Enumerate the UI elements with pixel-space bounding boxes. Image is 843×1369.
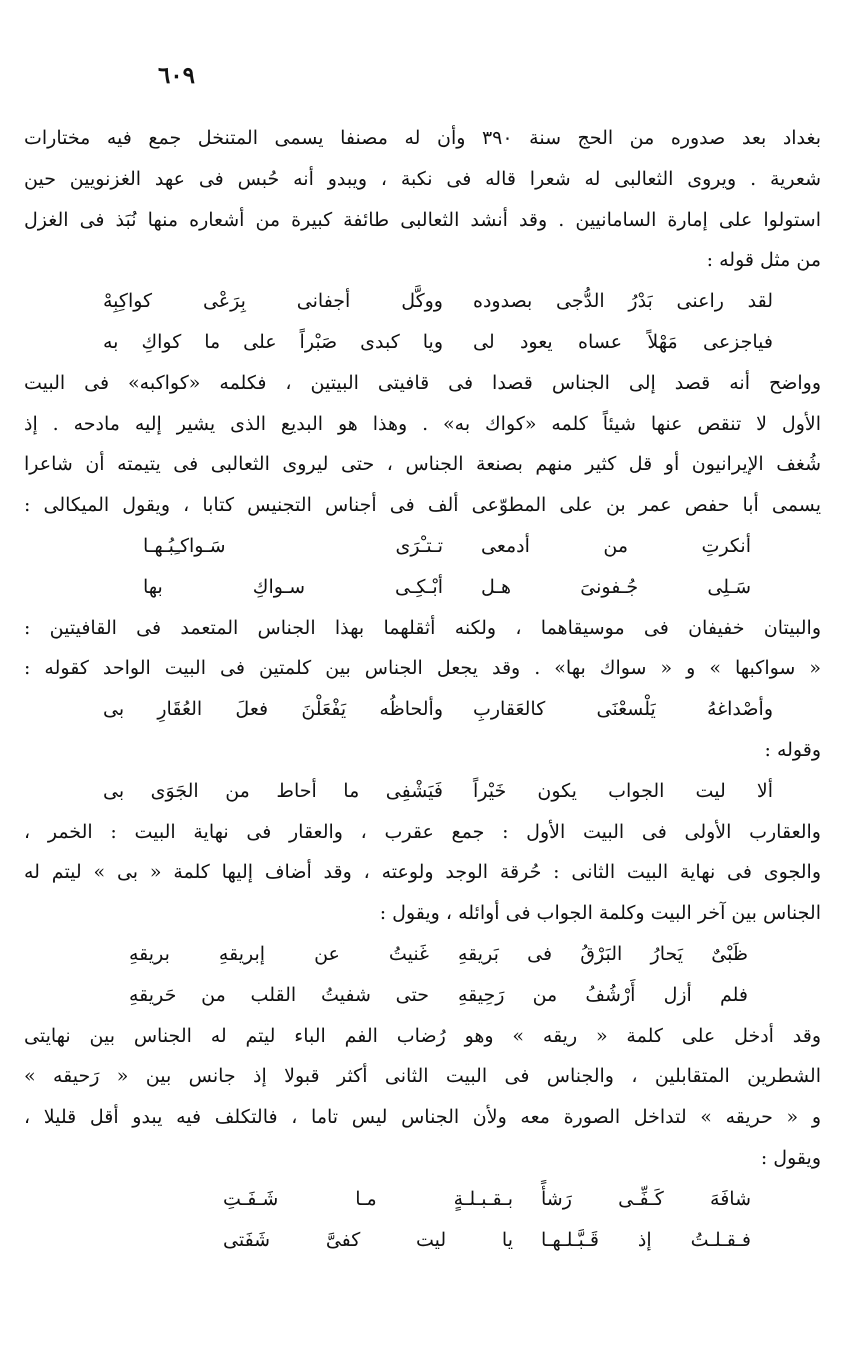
verse-first-hemistich: فلم أزل أَرْشُفُ من رَحِيقهِ <box>458 983 748 1006</box>
text-line: الشطرين المتقابلين ، والجناس فى البيت الثانى أكثر قبولا إذ جانس بين « رَحيقه » <box>24 1065 821 1088</box>
verse-second-hemistich: وألحاظُه يَفْعَلْنَ فعلَ العُقَارِ بى <box>103 698 443 721</box>
verse-line <box>0 281 843 322</box>
verse-first-hemistich: وأصْداغهُ يَلْسعْنَى كالعَقاربِ <box>473 698 773 721</box>
verse-first-hemistich: سَـلِى جُـفونىَ هـل <box>481 575 751 598</box>
text-line: شُغف الإيرانيون أو قل كثير منهم بصنعة الجناس ، حتى ليروى الثعالبى فى يتيمته أن شاعرا <box>24 453 821 476</box>
verse-second-hemistich: فَيَشْفِى ما أحاط من الجَوَى بى <box>103 779 443 802</box>
text-line: « سواكبها » و « سواك بها» . وقد يجعل الجناس بين كلمتين فى البيت الواحد كقوله : <box>24 657 821 680</box>
text-line: ويقول : <box>760 1146 821 1169</box>
text-line: وقد أدخل على كلمة « ريقه » وهو رُضاب الفم الباء ليتم له الجناس بين نهايتى <box>24 1024 821 1047</box>
text-line: من مثل قوله : <box>706 249 821 272</box>
verse-second-hemistich: أبْـكِـى سـواكِ بها <box>143 575 443 598</box>
text-line: الجناس بين آخر البيت وكلمة الجواب فى أوائله ، ويقول : <box>379 902 821 925</box>
verse-line <box>0 771 843 812</box>
verse-line <box>0 322 843 363</box>
text-line: وواضح أنه قصد إلى الجناس قصدا فى قافيتى البيتين ، فكلمه «كواكبه» فى البيت <box>24 371 821 394</box>
verse-second-hemistich: حتى شفيتُ القلب من حَريقهِ <box>129 983 429 1006</box>
verse-line <box>0 526 843 567</box>
verse-line <box>0 1179 843 1220</box>
text-line: و « حريقه » لتداخل الصورة معه ولأن الجناس ليس تاما ، فالتكلف فيه يبدو أقل قليلا ، <box>24 1106 821 1129</box>
text-line: والجوى فى نهاية البيت الثانى : حُرقة الوجد ولوعته ، وقد أضاف إليها كلمة « بى » ليتم له <box>24 861 821 884</box>
verse-second-hemistich: ووكَّل أجفانى بِرَعْى كواكِبِهْ <box>103 290 443 313</box>
text-line: والبيتان خفيفان فى موسيقاهما ، ولكنه أثقلهما بهذا الجناس المتعمد فى القافيتين : <box>24 616 821 639</box>
verse-first-hemistich: ألا ليت الجواب يكون خَيْراً <box>473 779 773 802</box>
verse-first-hemistich: أنكرتِ من أدمعى <box>481 534 751 557</box>
text-line: يسمى أبا حفص عمر بن على المطوّعى ألف فى أجناس التجنيس كتابا ، ويقول الميكالى : <box>24 494 821 517</box>
verse-line <box>0 567 843 608</box>
page-body <box>0 118 843 1260</box>
verse-line <box>0 689 843 730</box>
text-line: والعقارب الأولى فى البيت الأول : جمع عقرب ، والعقار فى نهاية البيت : الخمر ، <box>24 820 821 843</box>
verse-second-hemistich: تـتـْرَى سَـواكـِبُـهـا <box>143 534 443 557</box>
text-line: بغداد بعد صدوره من الحج سنة ٣٩٠ وأن له مصنفا يسمى المتنخل جمع فيه مختارات <box>24 127 821 149</box>
text-line: استولوا على إمارة السامانيين . وقد أنشد الثعالبى طائفة كبيرة من أشعاره منها نُبَذ فى الغزل <box>24 208 821 231</box>
verse-first-hemistich: لقد راعنى بَدْرُ الدُّجى بصدوده <box>473 290 773 313</box>
verse-first-hemistich: ظَبْىٌ يَحارُ البَرْقُ فى بَريقهِ <box>458 942 748 965</box>
verse-line <box>0 975 843 1016</box>
verse-first-hemistich: فـقـلـتُ إذ قَـبَّـلـهـا <box>541 1228 751 1251</box>
verse-second-hemistich: ويا كبدى صَبْراً على ما كواكِ به <box>103 330 443 353</box>
verse-second-hemistich: يا ليت كفىَّ شَفَتى <box>223 1228 513 1251</box>
page-number: ٦٠٩ <box>157 62 195 89</box>
verse-second-hemistich: غَنيتُ عن إبريقهِ بريقهِ <box>129 942 429 965</box>
verse-line <box>0 1220 843 1261</box>
text-line: وقوله : <box>764 738 821 761</box>
verse-line <box>0 934 843 975</box>
text-line: شعرية . ويروى الثعالبى له شعرا قاله فى نكبة ، ويبدو أنه حُبس فى عهد الغزنويين حين <box>24 167 821 190</box>
verse-first-hemistich: شافَهَ كَـفِّـى رَشأً <box>541 1187 751 1210</box>
verse-second-hemistich: بـقـبـلـةٍ مـا شَـفَـتِ <box>223 1187 513 1210</box>
verse-first-hemistich: فياجزعى مَهْلاً عساه يعود لى <box>473 330 773 353</box>
text-line: الأول لا تنقص عنها شيئاً كلمه «كواك به» . وهذا هو البديع الذى يشير إليه مادحه . إذ <box>24 412 821 435</box>
